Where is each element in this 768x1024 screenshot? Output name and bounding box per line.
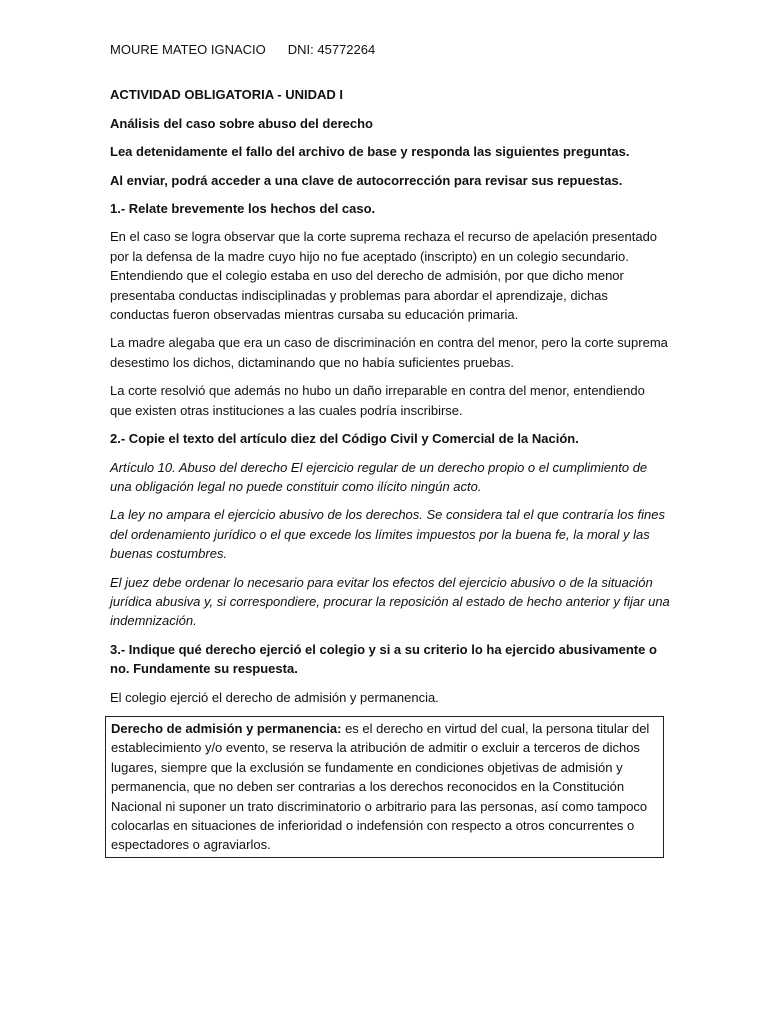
answer-2-paragraph: Artículo 10. Abuso del derecho El ejercicio regular de un derecho propio o el cumplimiento de una obligación legal no puede constituir como ilícito ningún acto. [110, 459, 648, 494]
instruction-read: Lea detenidamente el fallo del archivo de base y responda las siguientes preguntas. [110, 144, 630, 160]
student-name: MOURE MATEO IGNACIO [110, 42, 266, 57]
document-subtitle: Análisis del caso sobre abuso del derecho [110, 115, 373, 131]
instruction-submit: Al enviar, podrá acceder a una clave de autocorrección para revisar sus repuestas. [110, 172, 623, 188]
answer-1-paragraph: La madre alegaba que era un caso de discriminación en contra del menor, pero la corte suprema desestimo los dichos, dictaminando que no había suficientes pruebas. [110, 335, 668, 370]
question-1: 1.- Relate brevemente los hechos del caso. [110, 201, 376, 217]
answer-2-paragraph: El juez debe ordenar lo necesario para evitar los efectos del ejercicio abusivo o de la situación jurídica abusiva y, si correspondiere, procurar la reposición al estado de hecho anterior y fijar una indemnización. [110, 574, 670, 629]
answer-3: El colegio ejerció el derecho de admisión y permanencia. [110, 689, 439, 705]
question-2: 2.- Copie el texto del artículo diez del Código Civil y Comercial de la Nación. [110, 431, 579, 447]
student-dni: DNI: 45772264 [287, 42, 376, 57]
definition-box [105, 716, 664, 858]
question-3: 3.- Indique qué derecho ejerció el colegio y si a su criterio lo ha ejercido abusivamente o no. Fundamente su respuesta. [110, 641, 657, 677]
document-title: ACTIVIDAD OBLIGATORIA - UNIDAD I [110, 87, 344, 103]
answer-2-paragraph: La ley no ampara el ejercicio abusivo de los derechos. Se considera tal el que contraría los fines del ordenamiento jurídico o el que excede los límites impuestos por la buena fe, la moral y las buenas costumbres. [110, 507, 665, 562]
document-body [110, 40, 670, 858]
answer-1-paragraph: La corte resolvió que además no hubo un daño irreparable en contra del menor, entendiendo que existen otras instituciones a las cuales podría inscribirse. [110, 383, 645, 418]
definition-text: es el derecho en virtud del cual, la persona titular del establecimiento y/o evento, se reserva la atribución de admitir o excluir a terceros de dichos lugares, siempre que la exclusión se fundamente en condiciones objetivas de admisión y permanencia, que no deben ser contrarias a los derechos reconocidos en la Constitución Nacional ni suponer un trato discriminatorio o arbitrario para las personas, así como tampoco colocarlas en situaciones de inferioridad o indefensión con respecto a otros concurrentes o espectadores o agraviarlos. [111, 720, 650, 853]
answer-1-paragraph: En el caso se logra observar que la corte suprema rechaza el recurso de apelación presentado por la defensa de la madre cuyo hijo no fue aceptado (inscripto) en un colegio secundario. Entendiendo que el colegio estaba en uso del derecho de admisión, por que dicho menor presentaba conductas indisciplinadas y problemas para abordar el aprendizaje, dichas conductas fueron observadas mientras cursaba su educación primaria. [110, 229, 658, 323]
definition-term: Derecho de admisión y permanencia: [111, 720, 342, 736]
student-header [110, 40, 670, 59]
